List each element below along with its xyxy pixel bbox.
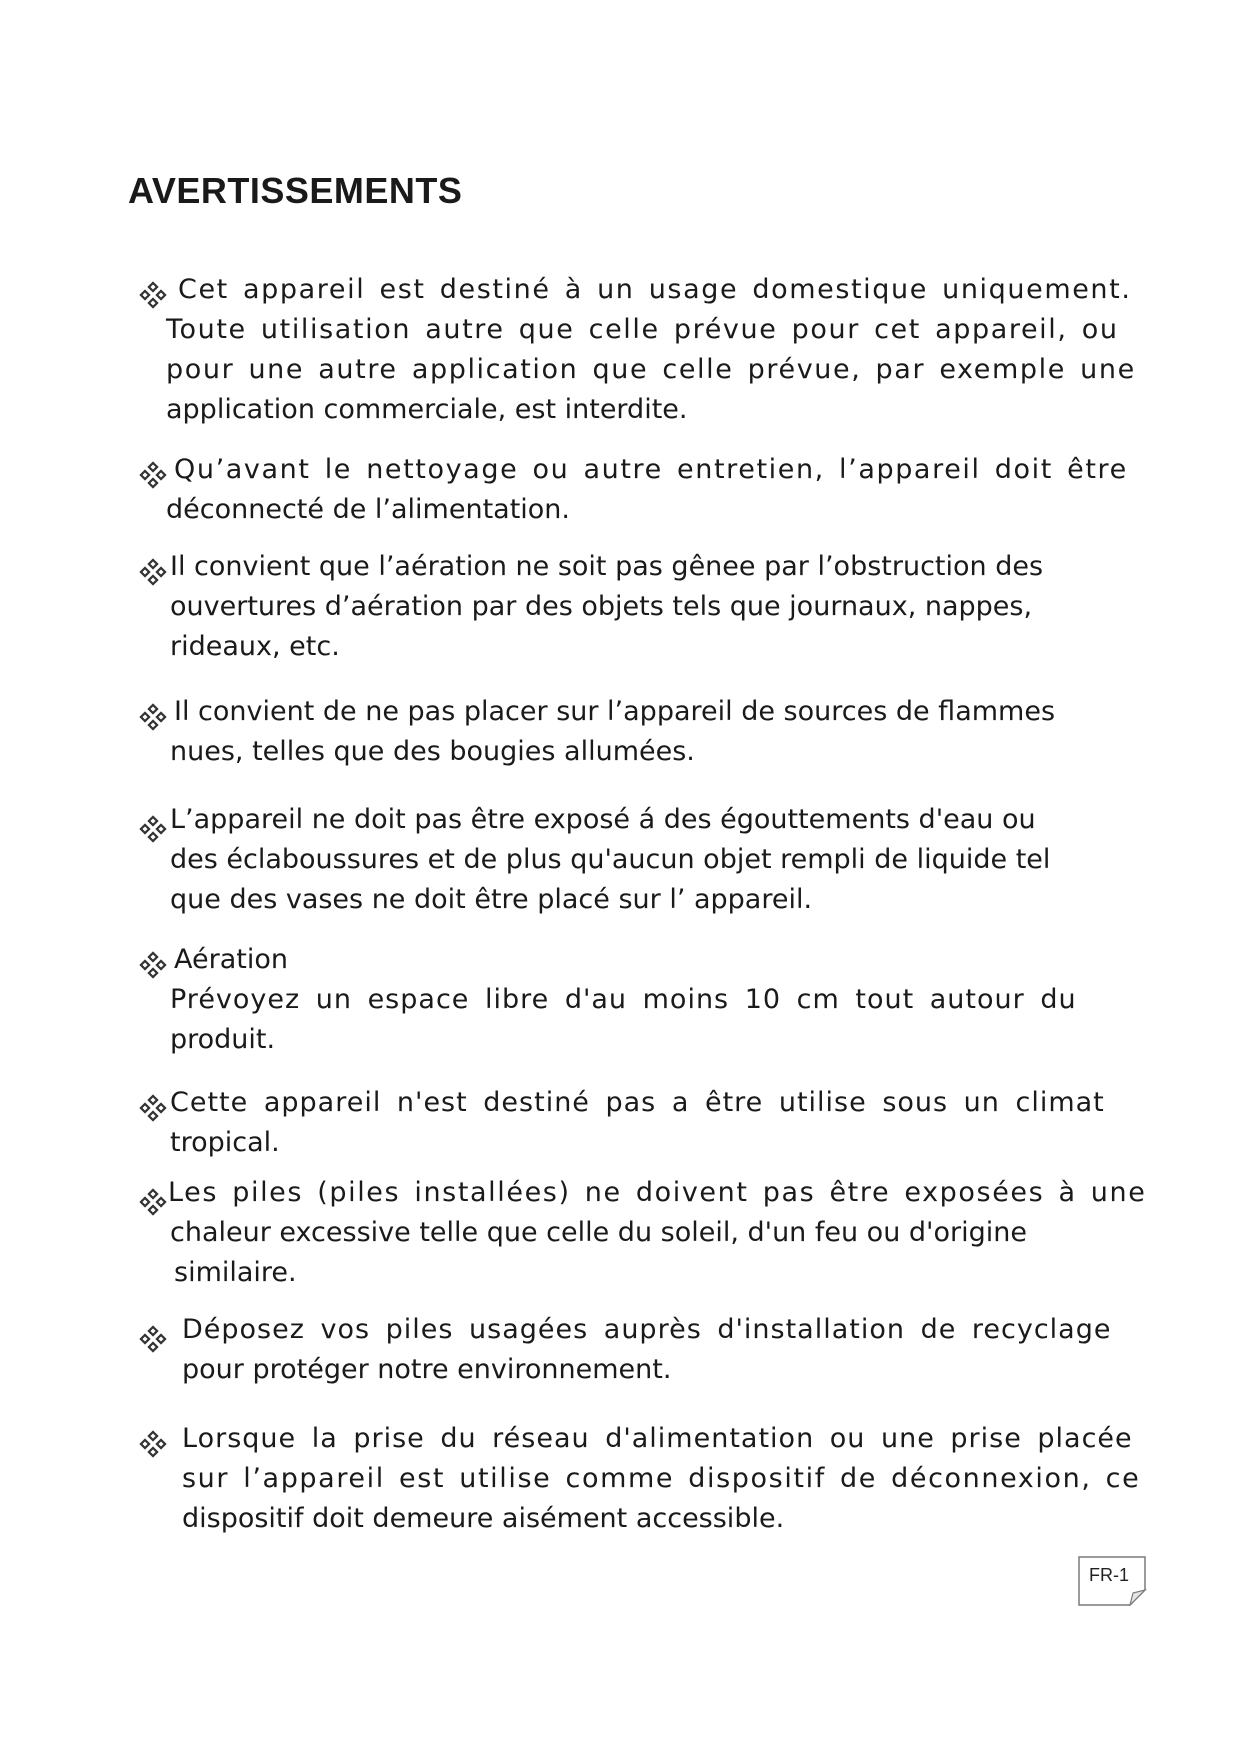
warning-line: Déposez vos piles usagées auprès d'installation de recyclage <box>182 1314 1112 1345</box>
warning-line: Prévoyez un espace libre d'au moins 10 cm tout autour du <box>170 984 1077 1015</box>
warning-item <box>138 692 1120 772</box>
warning-text <box>170 1083 1120 1163</box>
warning-item <box>138 800 1120 920</box>
warning-text <box>182 1419 1141 1539</box>
warning-text <box>170 940 1120 1060</box>
warning-line: produit. <box>170 1024 276 1055</box>
warning-line: application commerciale, est interdite. <box>166 394 688 425</box>
warning-text <box>168 1173 1147 1293</box>
warning-line: sur l’appareil est utilise comme dispositif de déconnexion, ce <box>182 1463 1141 1494</box>
four-diamond-bullet-icon <box>138 1324 168 1354</box>
warning-line: pour protéger notre environnement. <box>182 1354 672 1385</box>
four-diamond-bullet-icon <box>138 950 168 980</box>
four-diamond-bullet-icon <box>138 1429 168 1459</box>
four-diamond-bullet-icon <box>138 814 168 844</box>
page-number-tag <box>1078 1556 1148 1606</box>
warning-text <box>166 450 1128 530</box>
four-diamond-bullet-icon <box>138 702 168 732</box>
four-diamond-bullet-icon <box>138 460 168 490</box>
four-diamond-bullet-icon <box>138 557 168 587</box>
page-title: AVERTISSEMENTS <box>128 170 463 211</box>
warning-text <box>170 692 1120 772</box>
warning-item <box>138 1310 1120 1390</box>
warning-text <box>182 1310 1120 1390</box>
warning-line: Aération <box>174 944 288 975</box>
warning-text <box>166 270 1136 430</box>
warning-line: pour une autre application que celle prévue, par exemple une <box>166 354 1136 385</box>
warning-item <box>138 1419 1141 1539</box>
warning-item <box>138 1173 1147 1293</box>
warning-text <box>170 800 1120 920</box>
warning-item <box>138 940 1120 1060</box>
warning-item <box>138 547 1120 667</box>
warning-line: dispositif doit demeure aisément accessible. <box>182 1503 785 1534</box>
warning-line: Lorsque la prise du réseau d'alimentation ou une prise placée <box>182 1423 1133 1454</box>
warning-line: des éclaboussures et de plus qu'aucun objet rempli de liquide tel <box>170 844 1051 875</box>
warning-line: Cet appareil est destiné à un usage domestique uniquement. <box>178 274 1132 305</box>
four-diamond-bullet-icon <box>138 1187 168 1217</box>
warning-line: que des vases ne doit être placé sur l’ appareil. <box>170 884 813 915</box>
warning-line: tropical. <box>170 1127 280 1158</box>
warning-line: Il convient que l’aération ne soit pas gênee par l’obstruction des <box>170 551 1044 582</box>
four-diamond-bullet-icon <box>138 280 168 310</box>
warning-line: ouvertures d’aération par des objets tels que journaux, nappes, <box>170 591 1033 622</box>
warning-line: Il convient de ne pas placer sur l’appareil de sources de flammes <box>174 696 1056 727</box>
warning-line: L’appareil ne doit pas être exposé á des égouttements d'eau ou <box>170 804 1036 835</box>
warning-line: chaleur excessive telle que celle du soleil, d'un feu ou d'origine <box>170 1217 1027 1248</box>
warning-item <box>138 270 1136 430</box>
warning-line: similaire. <box>174 1257 297 1288</box>
warning-line: déconnecté de l’alimentation. <box>166 494 570 525</box>
four-diamond-bullet-icon <box>138 1093 168 1123</box>
page-number: FR-1 <box>1089 1565 1129 1585</box>
warning-item <box>138 450 1128 530</box>
warning-line: Cette appareil n'est destiné pas a être utilise sous un climat <box>170 1087 1105 1118</box>
warning-item <box>138 1083 1120 1163</box>
warning-line: nues, telles que des bougies allumées. <box>170 736 695 767</box>
warning-text <box>170 547 1120 667</box>
warning-line: Toute utilisation autre que celle prévue pour cet appareil, ou <box>166 314 1119 345</box>
warning-line: Qu’avant le nettoyage ou autre entretien, l’appareil doit être <box>174 454 1128 485</box>
warning-line: Les piles (piles installées) ne doivent pas être exposées à une <box>168 1177 1147 1208</box>
warning-line: rideaux, etc. <box>170 631 340 662</box>
